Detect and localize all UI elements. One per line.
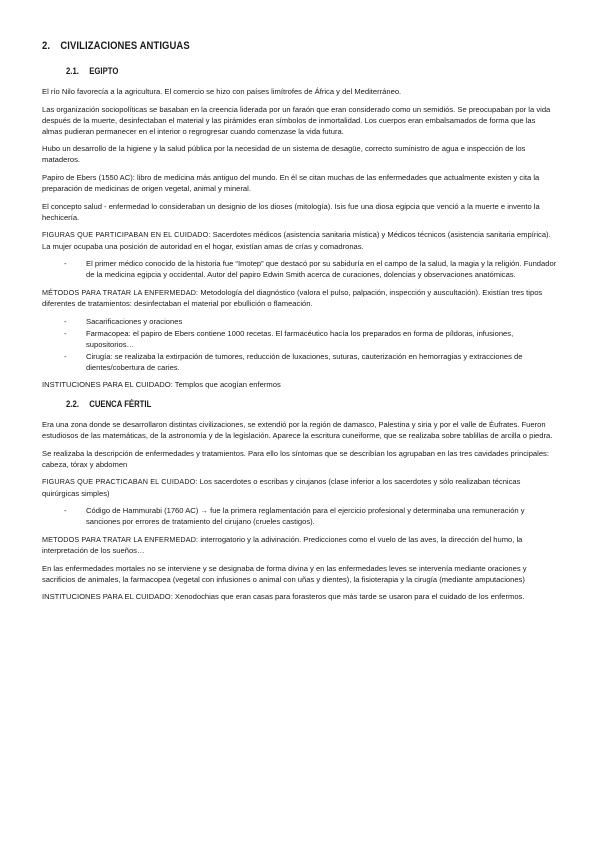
list-item: - Código de Hammurabi (1760 AC) → fue la primera reglamentación para el ejercicio profesional y determinaba una remuneración y sanciones por errores de tratamiento del cirujano (crueles castigos). [42,505,557,527]
paragraph: Papiro de Ebers (1550 AC): libro de medicina más antiguo del mundo. En él se citan muchas de las enfermedades que actualmente existen y cita la preparación de medicinas de origen vegetal, animal y mineral. [42,173,540,194]
bullet-list [42,258,557,280]
metodos-label: METODOS PARA TRATAR LA ENFERMEDAD: [42,534,199,544]
instituciones-text: Xenodochias que eran casas para forasteros que más tarde se usaron para el cuidado de los enfermos. [172,592,525,602]
paragraph: Era una zona donde se desarrollaron distintas civilizaciones, se extendió por la región de damasco, Palestina y siria y por el valle de Éufrates. Fueron estudiosos de las matemáticas, de la astronomía y de la legislación. Aparece la escritura cuneiforme, que se realizaba sobre tablillas de arcilla o piedra. [42,420,553,441]
instituciones-text: Templos que acogían enfermos [172,380,281,390]
paragraph: Se realizaba la descripción de enfermedades y tratamientos. Para ello los síntomas que se describían los agrupaban en las tres cavidades principales: cabeza, tórax y abdomen [42,448,549,469]
list-item: - El primer médico conocido de la historia fue “Imotep” que destacó por su sabiduría en el campo de la salud, la magia y la religión. Fundador de la medicina egipcia y occidental. Autor del papiro Edwin Smith acerca de curaciones, dolencias y observaciones anatómicas. [42,258,557,280]
subsection-heading-egipto [66,66,488,76]
paragraph: Las organización sociopolíticas se basaban en la creencia liderada por un faraón que eran considerado como un semidiós. Se preocupaban por la vida después de la muerte, desinfectaban el material y las pirámides eran símbolos de inmortalidad. Los cuerpos eran embalsamados de forma que las almas pudieran permanecer en el interior o regrogresar cuando comenzase la vida futura. [42,104,551,136]
subsection-number: 2.2. [66,399,79,410]
metodos-paragraph [42,534,557,556]
metodos-text: Metodología del diagnóstico (valora el pulso, palpación, inspección y auscultación). Existían tres tipos diferentes de tratamientos: desinfectaban el material por ebullición o flameación. [42,287,543,308]
subsection-title: EGIPTO [89,66,119,76]
paragraph: En las enfermedades mortales no se interviene y se designaba de forma divina y en las enfermedades leves se intervenía mediante oraciones y sacrificios de animales, la farmacopea (vegetal con infusiones o animal con uñas y dientes), la fisioterapia y la cirugía (mediante amputaciones) [42,563,527,584]
bullet-list [42,505,557,527]
subsection-heading-cuenca [66,399,488,409]
instituciones-paragraph [42,379,557,390]
figuras-paragraph [42,476,557,498]
list-item: - Farmacopea: el papiro de Ebers contiene 1000 recetas. El farmacéutico hacía los preparados en forma de píldoras, infusiones, supositorios… [42,328,557,350]
list-item: - Sacarificaciones y oraciones [42,316,557,327]
section-number: 2. [42,40,51,52]
figuras-label: FIGURAS QUE PARTICIPABAN EN EL CUIDADO: [42,230,211,240]
subsection-number: 2.1. [66,66,79,76]
paragraph: El río Nilo favorecía a la agricultura. El comercio se hizo con países limítrofes de África y del Mediterráneo. [42,87,402,96]
list-item: - Cirugía: se realizaba la extirpación de tumores, reducción de luxaciones, suturas, cauterización en hemorragias y extracciones de dientes/cobertura de caries. [42,351,557,373]
instituciones-label: INSTITUCIONES PARA EL CUIDADO: [42,380,173,390]
figuras-text: Los sacerdotes o escribas y cirujanos (clase inferior a los sacerdotes y sólo realizaban técnicas quirúrgicas simples) [42,477,521,498]
figuras-paragraph [42,229,557,251]
figuras-text: Sacerdotes médicos (asistencia sanitaria mística) y Médicos técnicos (asistencia sanitaria empírica). La mujer ocupaba una posición de autoridad en el hogar, existían amas de crías y comadronas. [42,230,551,251]
paragraph: El concepto salud - enfermedad lo consideraban un designio de los dioses (mitología). Isis fue una diosa egipcia que venció a la muerte e invento la hechicería. [42,201,540,222]
figuras-label: FIGURAS QUE PRACTICABAN EL CUIDADO: [42,477,198,487]
metodos-label: MÉTODOS PARA TRATAR LA ENFERMEDAD: [42,287,199,297]
metodos-text: interrogatorio y la adivinación. Predicciones como el vuelo de las aves, la dirección del humo, la interpretación de los sueños… [42,534,523,555]
instituciones-paragraph [42,591,557,602]
section-title: CIVILIZACIONES ANTIGUAS [60,40,190,52]
subsection-title: CUENCA FÉRTIL [89,399,152,410]
metodos-paragraph [42,287,557,309]
document-page [42,40,557,609]
instituciones-label: INSTITUCIONES PARA EL CUIDADO: [42,592,173,602]
section-heading [42,40,485,52]
paragraph: Hubo un desarrollo de la higiene y la salud pública por la necesidad de un sistema de desagüe, correcto suministro de agua e inspección de los mataderos. [42,144,526,165]
bullet-list [42,316,557,373]
